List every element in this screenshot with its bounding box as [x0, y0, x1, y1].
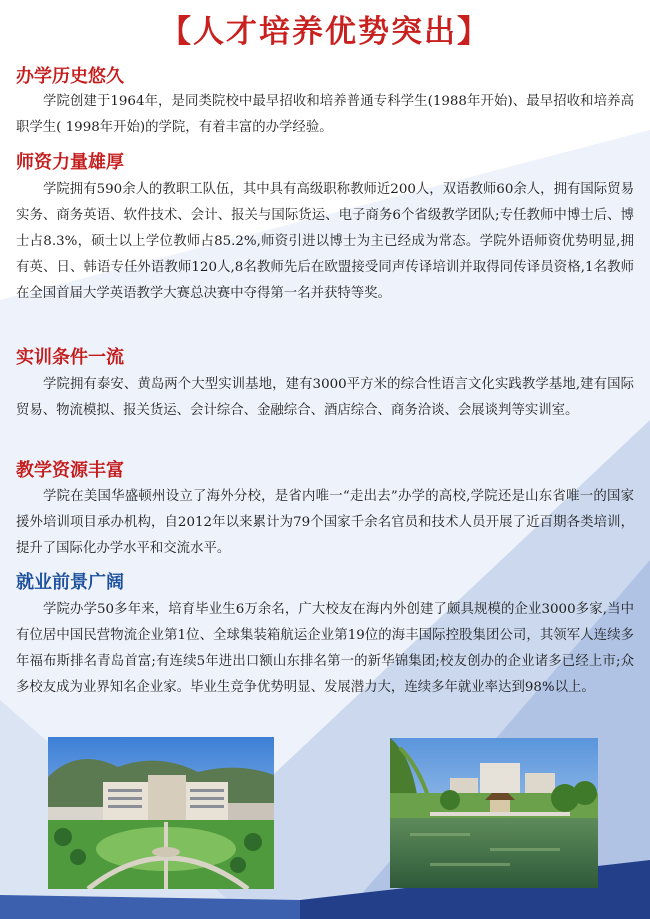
section-body-employment: 学院办学50多年来，培育毕业生6万余名，广大校友在海内外创建了颇具规模的企业3000多家,当中有位居中国民营物流企业第1位、全球集装箱航运企业第19位的海丰国际控股集团公司，其领军人连续多年福布斯排名青岛首富;有连续5年进出口额山东排名第一的新华锦集团;校友创办的企业诸多已经上市;众多校友成为业界知名企业家。毕业生竞争优势明显、发展潜力大，连续多年就业率达到98%以上。: [16, 602, 634, 695]
section-body-history: 学院创建于1964年，是同类院校中最早招收和培养普通专科学生(1988年开始)、最早招收和培养高职学生( 1998年开始)的学院，有着丰富的办学经验。: [16, 94, 634, 135]
campus-pond-pavilion-photo: [390, 738, 598, 888]
section-heading-history: 办学历史悠久: [16, 66, 124, 87]
campus-main-building-photo: [48, 737, 274, 889]
section-heading-faculty: 师资力量雄厚: [16, 152, 124, 173]
section-heading-resources: 教学资源丰富: [16, 460, 124, 481]
section-heading-training: 实训条件一流: [16, 347, 124, 368]
section-body-resources: 学院在美国华盛顿州设立了海外分校，是省内唯一“走出去”办学的高校,学院还是山东省唯一的国家援外培训项目承办机构，自2012年以来累计为79个国家千余名官员和技术人员开展了近百期各类培训，提升了国际化办学水平和交流水平。: [16, 489, 634, 556]
page-title: 【人才培养优势突出】: [160, 14, 490, 50]
section-body-faculty: 学院拥有590余人的教职工队伍，其中具有高级职称教师近200人，双语教师60余人，拥有国际贸易实务、商务英语、软件技术、会计、报关与国际货运、电子商务6个省级教学团队;专任教师中博士后、博士占8.3%，硕士以上学位教师占85.2%,师资引进以博士为主已经成为常态。学院外语师资优势明显,拥有英、日、韩语专任外语教师120人,8名教师先后在欧盟接受同声传译培训并取得同传译员资格,1名教师在全国首届大学英语教学大赛总决赛中夺得第一名并获特等奖。: [16, 182, 634, 301]
section-heading-employment: 就业前景广阔: [16, 572, 124, 593]
section-body-training: 学院拥有泰安、黄岛两个大型实训基地，建有3000平方米的综合性语言文化实践教学基地,建有国际贸易、物流模拟、报关货运、会计综合、金融综合、酒店综合、商务洽谈、会展谈判等实训室。: [16, 377, 634, 418]
